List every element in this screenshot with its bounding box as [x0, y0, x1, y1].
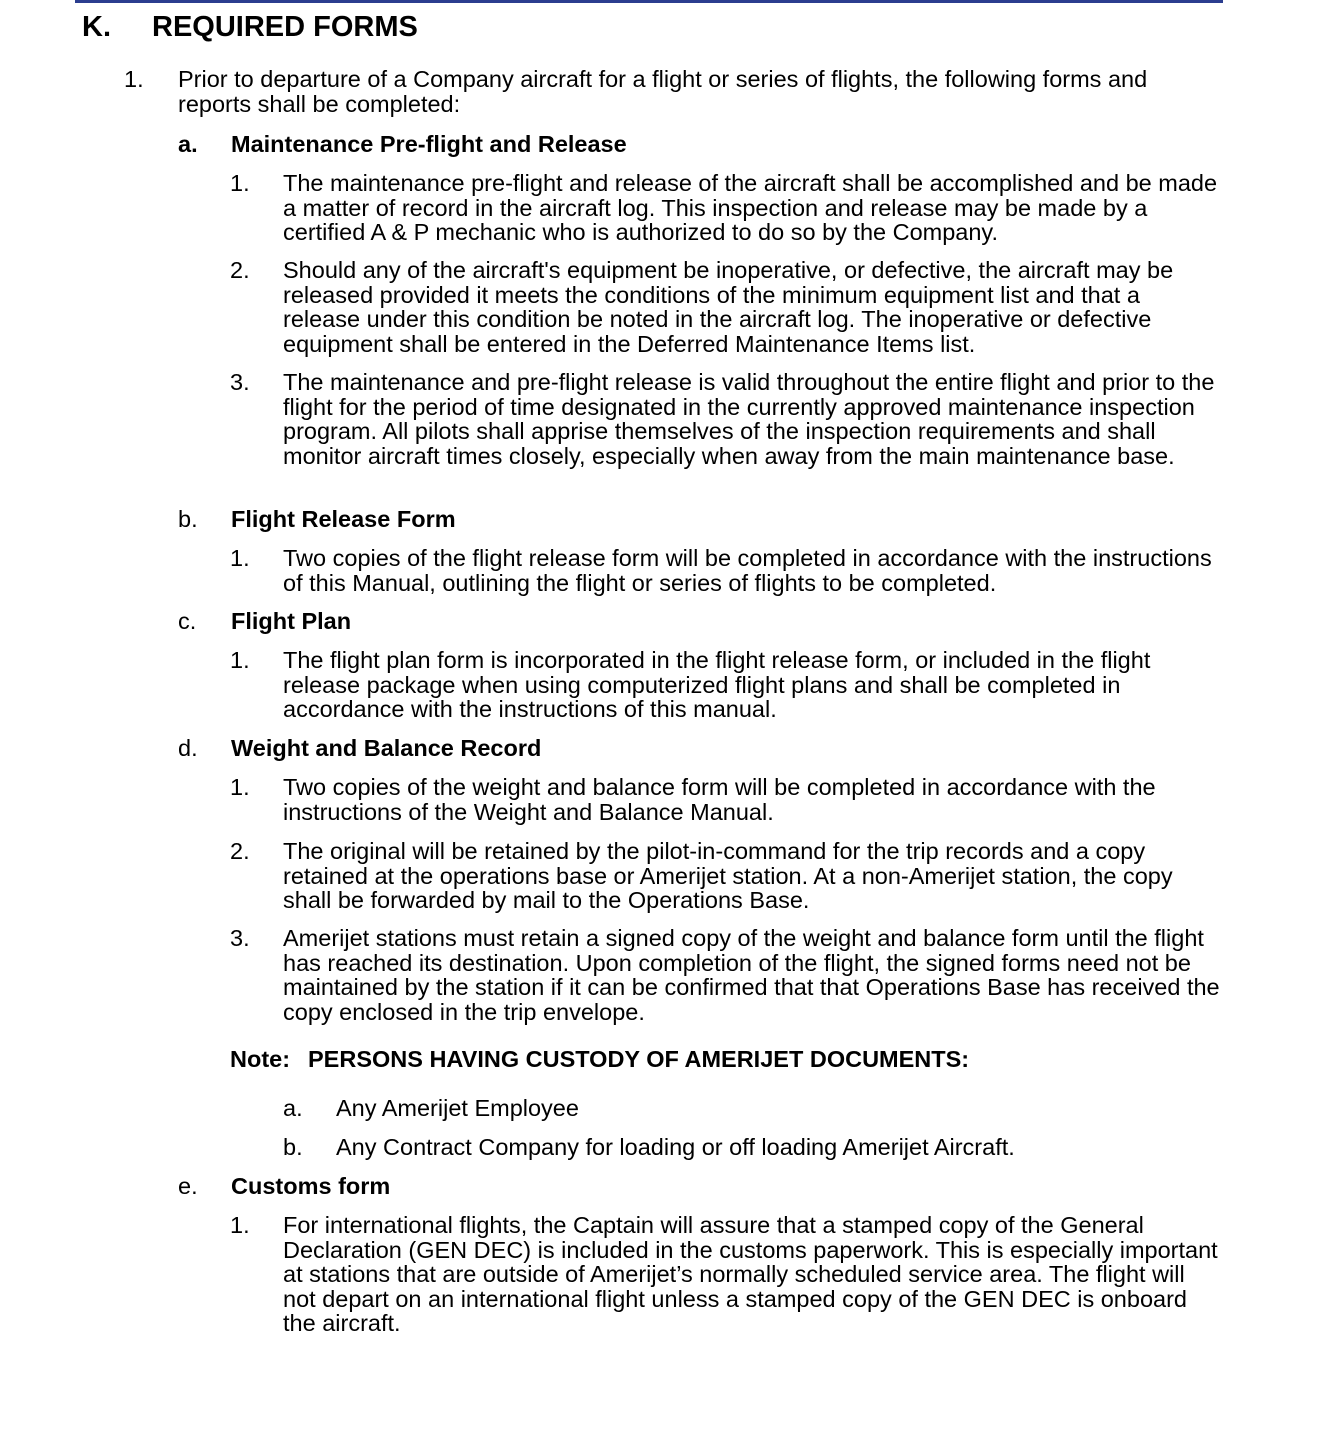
item-text: Two copies of the flight release form will be completed in accordance with the instructions of this Manual, outlining the flight or series of flights to be completed. [283, 545, 1212, 596]
subsection-d-letter: d. [178, 735, 198, 761]
item-text: The original will be retained by the pilot-in-command for the trip records and a copy retained at the operations base or Amerijet station. At a non-Amerijet station, the copy shall be forwarded by mail to the Operations Base. [283, 838, 1173, 913]
item-text: Amerijet stations must retain a signed copy of the weight and balance form until the flight has reached its destination. Upon completion of the flight, the signed forms need not be maintained by the station if it can be confirmed that that Operations Base has received the copy enclosed in the trip envelope. [283, 925, 1220, 1025]
item-text: Should any of the aircraft's equipment be inoperative, or defective, the aircraft may be released provided it meets the conditions of the minimum equipment list and that a release under this condition be noted in the aircraft log. The inoperative or defective equipment shall be entered in the Deferred Maintenance Items list. [283, 257, 1174, 357]
note-item-text: Any Contract Company for loading or off loading Amerijet Aircraft. [336, 1134, 1015, 1160]
item-number: 1. [230, 170, 250, 196]
top-rule [75, 0, 1223, 3]
note-text: PERSONS HAVING CUSTODY OF AMERIJET DOCUMENTS: [308, 1046, 970, 1072]
note-label: Note: [230, 1046, 291, 1072]
item-number: 1. [230, 774, 250, 800]
item-number: 2. [230, 838, 250, 864]
item-text: The flight plan form is incorporated in the flight release form, or included in the flight release package when using computerized flight plans and shall be completed in accordance with the instructions of this manual. [283, 647, 1151, 722]
subsection-e-title: Customs form [231, 1173, 391, 1199]
note-item-letter: a. [283, 1095, 303, 1121]
note-item-letter: b. [283, 1134, 303, 1160]
section-heading [82, 9, 418, 45]
item-number: 3. [230, 925, 250, 951]
subsection-b-title: Flight Release Form [231, 506, 456, 532]
subsection-a-letter: a. [178, 131, 198, 157]
item-text: For international flights, the Captain will assure that a stamped copy of the General Declaration (GEN DEC) is included in the customs paperwork. This is especially important at stations that are outside of Amerijet’s normally scheduled service area. The flight will not depart on an international flight unless a stamped copy of the GEN DEC is onboard the aircraft. [283, 1212, 1218, 1336]
subsection-b-letter: b. [178, 506, 198, 532]
item-text: The maintenance and pre-flight release is valid throughout the entire flight and prior to the flight for the period of time designated in the currently approved maintenance inspection program. All pilots shall apprise themselves of the inspection requirements and shall monitor aircraft times closely, especially when away from the main maintenance base. [283, 369, 1215, 469]
item-number: 1. [230, 545, 250, 571]
intro-number: 1. [124, 66, 144, 92]
item-text: The maintenance pre-flight and release of the aircraft shall be accomplished and be made a matter of record in the aircraft log. This inspection and release may be made by a certified A & P mechanic who is authorized to do so by the Company. [283, 170, 1218, 245]
item-number: 1. [230, 1212, 250, 1238]
note-heading [230, 1047, 969, 1072]
subsection-a-title: Maintenance Pre-flight and Release [231, 131, 627, 157]
subsection-e-letter: e. [178, 1173, 198, 1199]
subsection-c-letter: c. [178, 608, 197, 634]
item-text: Two copies of the weight and balance form will be completed in accordance with the instructions of the Weight and Balance Manual. [283, 774, 1156, 825]
section-letter: K. [82, 11, 111, 43]
intro-text: Prior to departure of a Company aircraft for a flight or series of flights, the following forms and reports shall be completed: [178, 66, 1148, 117]
item-number: 1. [230, 647, 250, 673]
note-item-text: Any Amerijet Employee [336, 1095, 579, 1121]
section-title: REQUIRED FORMS [152, 11, 418, 43]
subsection-d-title: Weight and Balance Record [231, 735, 542, 761]
subsection-c-title: Flight Plan [231, 608, 352, 634]
item-number: 3. [230, 369, 250, 395]
item-number: 2. [230, 257, 250, 283]
